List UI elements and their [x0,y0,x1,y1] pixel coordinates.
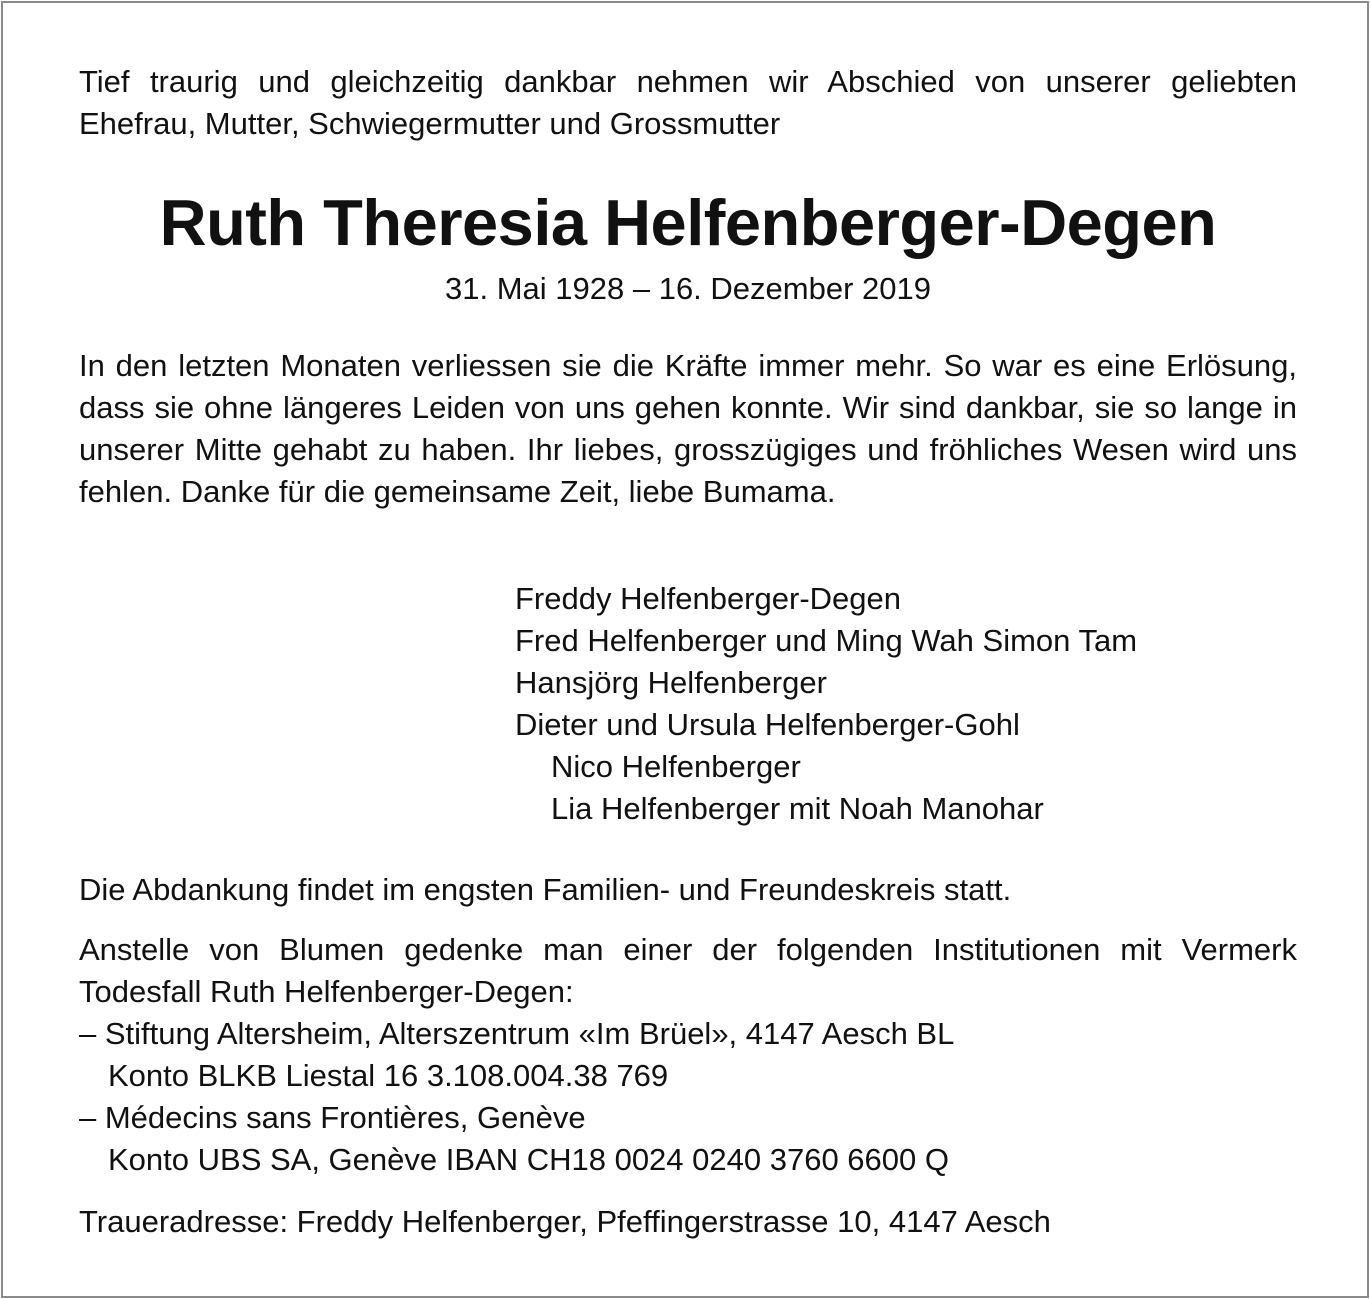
donation-account: Konto UBS SA, Genève IBAN CH18 0024 0240 3760 6600 Q [108,1142,949,1177]
life-dates: 31. Mai 1928 – 16. Dezember 2019 [445,271,931,306]
deceased-name: Ruth Theresia Helfenberger-Degen [159,186,1217,259]
mourners-list [515,578,1137,830]
mourner-name: Hansjörg Helfenberger [515,665,827,700]
intro-text: Tief traurig und gleichzeitig dankbar nehmen wir Abschied von unserer geliebten Ehefrau, Mutter, Schwiegermutter und Grossmutter [79,64,1297,141]
mourning-address: Traueradresse: Freddy Helfenberger, Pfeffingerstrasse 10, 4147 Aesch [79,1204,1051,1239]
ceremony-note: Die Abdankung findet im engsten Familien- und Freundeskreis statt. [79,872,1012,907]
mourner-name: Nico Helfenberger [551,749,801,784]
donation-intro: Anstelle von Blumen gedenke man einer der folgenden Institutionen mit Vermerk Todesfall Ruth Helfenberger-Degen: [79,932,1297,1009]
donation-account: Konto BLKB Liestal 16 3.108.004.38 769 [108,1058,669,1093]
mourner-name: Freddy Helfenberger-Degen [515,581,901,616]
obituary-notice [1,1,1369,1298]
donation-institution: – Médecins sans Frontières, Genève [79,1100,586,1135]
mourner-name: Lia Helfenberger mit Noah Manohar [551,791,1044,826]
mourner-name: Fred Helfenberger und Ming Wah Simon Tam [515,623,1138,658]
donation-section [79,929,1297,1181]
farewell-message: In den letzten Monaten verliessen sie die Kräfte immer mehr. So war es eine Erlösung, dass sie ohne längeres Leiden von uns gehen konnte. Wir sind dankbar, sie so lange in unserer Mitte gehabt zu haben. Ihr liebes, grosszügiges und fröhliches Wesen wird uns fehlen. Danke für die gemeinsame Zeit, liebe Bumama. [79,348,1297,509]
mourner-name: Dieter und Ursula Helfenberger-Gohl [515,707,1020,742]
donation-institution: – Stiftung Altersheim, Alterszentrum «Im Brüel», 4147 Aesch BL [79,1016,955,1051]
